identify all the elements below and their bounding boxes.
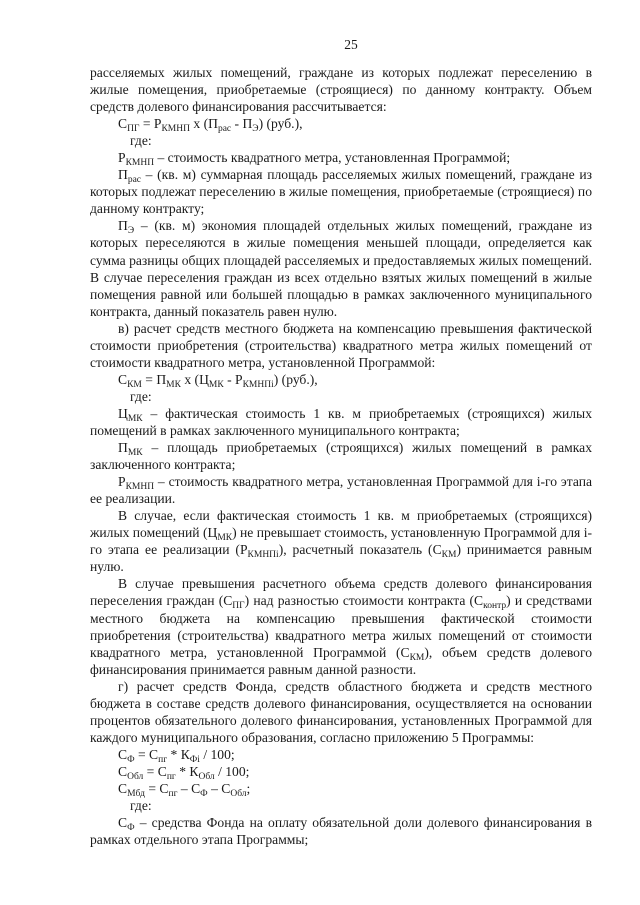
formula-line: $С_{ПГ} = Р_{КМНП}$ х $(П_{рас} - П_Э)$ (руб.),: [118, 116, 303, 135]
paragraph: В случае превышения расчетного объема средств долевого финансирования переселения граждан $(С_{ПГ})$ над разностью стоимости контракта $(С_{контр})$ и средствами местного бюджета на компенсацию превышения фактической стоимости приобретения (строительства) квадратного метра жилых помещений от стоимости квадратного метра, установленной Программой $(С_{КМ})$, объем средств долевого финансирования принимается равным данной разности.: [90, 576, 593, 677]
formula-line: $С_{Мбд} = С_{пг} - С_Ф - С_{Обл}$;: [118, 780, 251, 799]
where-label: где:: [130, 133, 152, 149]
formula-line: $С_Ф = С_{пг} * К_{Фi} / 100$;: [118, 746, 235, 765]
paragraph: $П_{рас} - (кв$. м) суммарная площадь расселяемых жилых помещений, граждане из которых подлежат переселению в жилые помещения, приобретаемые (строящиеся) по данному контракту;: [90, 167, 592, 217]
where-label: где:: [130, 798, 152, 814]
paragraph: г) расчет средств Фонда, средств областного бюджета и средств местного бюджета в составе средств долевого финансирования, осуществляется на основании процентов обязательного долевого финансирования, установленных Программой для каждого муниципального образования, согласно приложению 5 Программы:: [90, 678, 592, 745]
formula-line: $С_{Обл} = С_{пг} * К_{Обл} / 100$;: [118, 763, 250, 782]
paragraph: $П_Э - (кв$. м) экономия площадей отдельных жилых помещений, граждане из которых переселяются в жилые помещения меньшей площади, определяется как сумма разницы общих площадей расселяемых и предоставляемых жилых помещений. В случае переселения граждан из всех отдельно взятых жилых помещений в жилые помещения равной или большей площадью в рамках заключенного муниципального контракта, данный показатель равен нулю.: [90, 218, 592, 319]
paragraph: расселяемых жилых помещений, граждане из которых подлежат переселению в жилые помещения, приобретаемые (строящиеся) по данному контракту. Объем средств долевого финансирования рассчитывается:: [90, 65, 592, 115]
where-label: где:: [130, 388, 152, 404]
document-body: [90, 64, 592, 848]
formula-line: $С_{КМ} = П_{МК}$ х $(Ц_{МК} - Р_{КМНПi})$ (руб.),: [118, 371, 318, 390]
paragraph: в) расчет средств местного бюджета на компенсацию превышения фактической стоимости приобретения (строительства) квадратного метра жилых помещений от стоимости квадратного метра, установленной Программой:: [90, 320, 592, 370]
paragraph: $П_{МК}$ – площадь приобретаемых (строящихся) жилых помещений в рамках заключенного контракта;: [90, 440, 592, 473]
page-number: 25: [344, 37, 358, 52]
paragraph: $Р_{КМНП}$ – стоимость квадратного метра, установленная Программой для i-го этапа ее реализации.: [90, 474, 592, 507]
paragraph: $Р_{КМНП}$ – стоимость квадратного метра, установленная Программой;: [118, 150, 511, 169]
paragraph: В случае, если фактическая стоимость 1 кв. м приобретаемых (строящихся) жилых помещений $(Ц_{МК})$ не превышает стоимость, установленную Программой для i-го этапа ее реализации $(Р_{КМНПi})$, расчетный показатель $(С_{КМ})$ принимается равным нулю.: [90, 508, 593, 575]
paragraph: $С_Ф$ – средства Фонда на оплату обязательной доли долевого финансирования в рамках отдельного этапа Программы;: [90, 815, 592, 848]
paragraph: $Ц_{МК}$ – фактическая стоимость 1 кв. м приобретаемых (строящихся) жилых помещений в рамках заключенного муниципального контракта;: [90, 405, 592, 438]
